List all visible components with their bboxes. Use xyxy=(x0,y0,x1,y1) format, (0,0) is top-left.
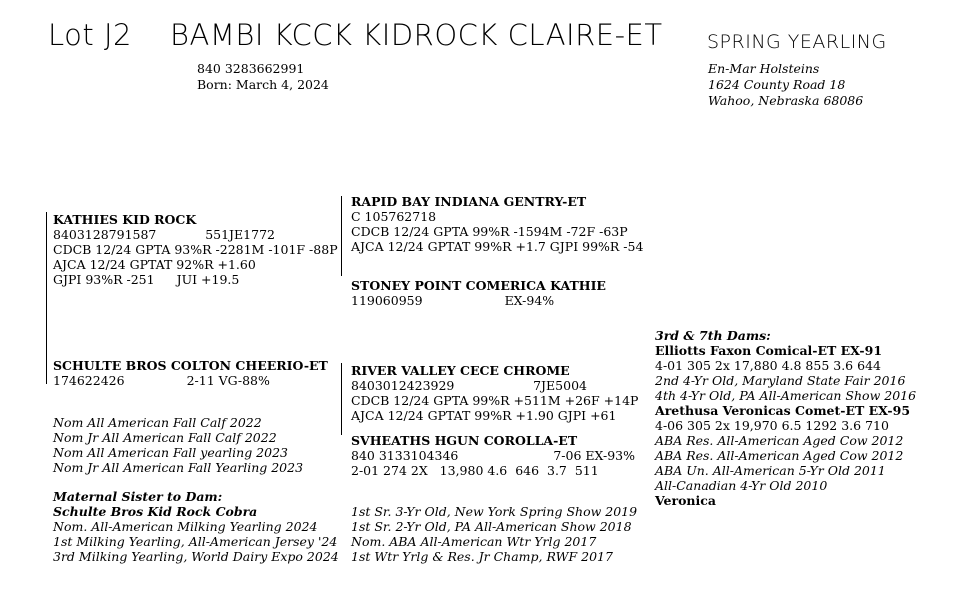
dam-honor: Nom All American Fall Calf 2022 xyxy=(53,415,262,430)
fourth-dam-honor: ABA Res. All-American Aged Cow 2012 xyxy=(655,433,904,448)
sire-cdcb: CDCB 12/24 GPTA 93%R -2281M -101F -88P xyxy=(53,242,338,257)
dam-sire-ajca: AJCA 12/24 GPTAT 99%R +1.90 GJPI +61 xyxy=(351,408,617,423)
deep-dams-heading: 3rd & 7th Dams: xyxy=(655,328,771,343)
third-dam-honor: 4th 4-Yr Old, PA All-American Show 2016 xyxy=(655,388,917,403)
pedigree-bracket-main xyxy=(46,212,47,384)
sire-sire-cdcb: CDCB 12/24 GPTA 99%R -1594M -72F -63P xyxy=(351,224,628,239)
sire-dam-block xyxy=(351,278,606,308)
sire-jui: JUI +19.5 xyxy=(176,272,240,287)
sire-name: KATHIES KID ROCK xyxy=(53,212,197,227)
lot-number: Lot J2 xyxy=(48,18,132,52)
animal-name: BAMBI KCCK KIDROCK CLAIRE-ET xyxy=(170,18,663,52)
fourth-dam-name: Arethusa Veronicas Comet-ET EX-95 xyxy=(655,403,911,418)
sire-sire-name: RAPID BAY INDIANA GENTRY-ET xyxy=(351,194,587,209)
dam-honor: Nom Jr All American Fall Yearling 2023 xyxy=(53,460,304,475)
pedigree-bracket-sire xyxy=(341,196,342,276)
breeder-address: 1624 County Road 18 xyxy=(708,77,846,92)
dam-honor: Nom Jr All American Fall Calf 2022 xyxy=(53,430,277,445)
sire-gjpi: GJPI 93%R -251 xyxy=(53,272,155,287)
dam-dam-reg: 840 3133104346 xyxy=(351,448,459,463)
fourth-dam-honor: ABA Un. All-American 5-Yr Old 2011 xyxy=(655,463,886,478)
sire-reg: 8403128791587 xyxy=(53,227,157,242)
sire-ajca: AJCA 12/24 GPTAT 92%R +1.60 xyxy=(53,257,256,272)
dam-sire-name: RIVER VALLEY CECE CHROME xyxy=(351,363,570,378)
dam-dam-honors xyxy=(351,504,637,564)
class-label: SPRING YEARLING xyxy=(707,31,887,53)
maternal-sister-heading: Maternal Sister to Dam: xyxy=(53,489,223,504)
fourth-dam-honor: All-Canadian 4-Yr Old 2010 xyxy=(655,478,828,493)
maternal-sister-honor: 1st Milking Yearling, All-American Jersey '24 xyxy=(53,534,338,549)
dam-dam-honor: 1st Sr. 2-Yr Old, PA All-American Show 2018 xyxy=(351,519,632,534)
sire-sire-reg: C 105762718 xyxy=(351,209,437,224)
dam-sire-block xyxy=(351,363,637,423)
dam-dam-block xyxy=(351,433,637,478)
dam-score: 2-11 VG-88% xyxy=(186,373,270,388)
third-dam-honor: 2nd 4-Yr Old, Maryland State Fair 2016 xyxy=(655,373,906,388)
registration-number: 840 3283662991 xyxy=(197,61,305,76)
maternal-sister-honor: Nom. All-American Milking Yearling 2024 xyxy=(53,519,318,534)
dam-block xyxy=(53,358,328,388)
dam-sire-cdcb: CDCB 12/24 GPTA 99%R +511M +26F +14P xyxy=(351,393,639,408)
sire-dam-score: EX-94% xyxy=(504,293,555,308)
maternal-sister-honor: 3rd Milking Yearling, World Dairy Expo 2024 xyxy=(53,549,339,564)
dam-dam-honor: 1st Sr. 3-Yr Old, New York Spring Show 2019 xyxy=(351,504,638,519)
dam-sire-reg: 8403012423929 xyxy=(351,378,455,393)
sire-dam-reg: 119060959 xyxy=(351,293,423,308)
seventh-dam-name: Veronica xyxy=(655,493,716,508)
deep-dams-block xyxy=(655,328,916,508)
breeder-name: En-Mar Holsteins xyxy=(708,61,820,76)
pedigree-bracket-dam xyxy=(341,363,342,435)
sire-dam-name: STONEY POINT COMERICA KATHIE xyxy=(351,278,606,293)
dam-dam-name: SVHEATHS HGUN COROLLA-ET xyxy=(351,433,578,448)
sire-sire-block xyxy=(351,194,643,254)
birth-date: Born: March 4, 2024 xyxy=(197,77,329,92)
dam-name: SCHULTE BROS COLTON CHEERIO-ET xyxy=(53,358,328,373)
third-dam-name: Elliotts Faxon Comical-ET EX-91 xyxy=(655,343,883,358)
dam-dam-record: 2-01 274 2X 13,980 4.6 646 3.7 511 xyxy=(351,463,599,478)
maternal-sister-name: Schulte Bros Kid Rock Cobra xyxy=(53,504,258,519)
maternal-sister-block xyxy=(53,489,339,564)
dam-sire-code: 7JE5004 xyxy=(533,378,587,393)
fourth-dam-record: 4-06 305 2x 19,970 6.5 1292 3.6 710 xyxy=(655,418,889,433)
dam-dam-honor: 1st Wtr Yrlg & Res. Jr Champ, RWF 2017 xyxy=(351,549,613,564)
breeder-city: Wahoo, Nebraska 68086 xyxy=(708,93,864,108)
fourth-dam-honor: ABA Res. All-American Aged Cow 2012 xyxy=(655,448,904,463)
sire-block xyxy=(53,212,337,287)
dam-honor: Nom All American Fall yearling 2023 xyxy=(53,445,288,460)
sire-sire-ajca: AJCA 12/24 GPTAT 99%R +1.7 GJPI 99%R -54 xyxy=(351,239,644,254)
dam-honors xyxy=(53,415,303,475)
dam-reg: 174622426 xyxy=(53,373,125,388)
dam-dam-honor: Nom. ABA All-American Wtr Yrlg 2017 xyxy=(351,534,597,549)
sire-code: 551JE1772 xyxy=(205,227,275,242)
dam-dam-score: 7-06 EX-93% xyxy=(553,448,635,463)
third-dam-record: 4-01 305 2x 17,880 4.8 855 3.6 644 xyxy=(655,358,881,373)
